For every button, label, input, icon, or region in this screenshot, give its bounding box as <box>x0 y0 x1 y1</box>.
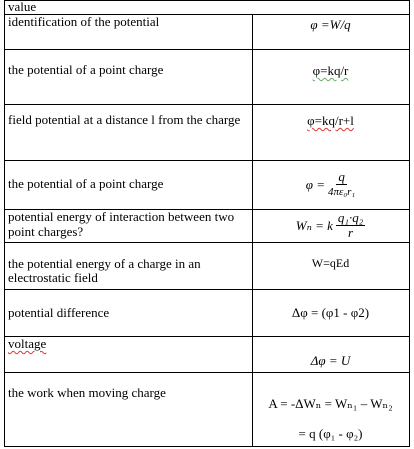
fraction: $\frac{\text{q₁·q₂}}{r}$ <box>337 210 364 240</box>
table-row <box>4 289 410 336</box>
row-formula: φ =W/q <box>252 14 410 49</box>
table-row <box>4 49 410 104</box>
row-formula: Wₙ = k $\frac{\text{q₁·q₂}}{r}$ <box>252 209 410 242</box>
fraction: $\frac{q}{\text{4πε₀r₁}}$ <box>327 169 356 198</box>
row-formula: Δφ = U <box>252 336 410 372</box>
header-row <box>4 0 410 14</box>
table-row <box>4 160 410 209</box>
table-row <box>4 104 410 160</box>
row-label: field potential at a distance l from the charge <box>4 104 253 160</box>
row-label: the potential energy of a charge in an electrostatic field <box>4 242 253 289</box>
table-row <box>4 372 410 446</box>
table-row <box>4 336 410 372</box>
row-formula: φ = $\frac{q}{\text{4πε₀r₁}}$ <box>252 160 410 209</box>
formula-table <box>4 0 410 447</box>
table-row <box>4 14 410 49</box>
row-label: the potential of a point charge <box>4 160 253 209</box>
row-formula: W=qEd <box>252 242 410 289</box>
row-label: voltage <box>4 336 253 372</box>
row-formula: φ=kq/r <box>252 49 410 104</box>
row-label: the work when moving charge <box>4 372 253 446</box>
row-formula: Δφ = (φ1 - φ2) <box>252 289 410 336</box>
row-label: the potential of a point charge <box>4 49 253 104</box>
table-row <box>4 209 410 242</box>
row-formula: φ=kq/r+l <box>252 104 410 160</box>
row-label: identification of the potential <box>4 14 253 49</box>
header-title: value <box>4 0 410 14</box>
row-formula: A = -ΔWₙ = Wₙ₁ – Wₙ₂ = q (φ₁ - φ₂) <box>252 372 410 446</box>
row-label: potential difference <box>4 289 253 336</box>
row-label: potential energy of interaction between two point charges? <box>4 209 253 242</box>
table-row <box>4 242 410 289</box>
